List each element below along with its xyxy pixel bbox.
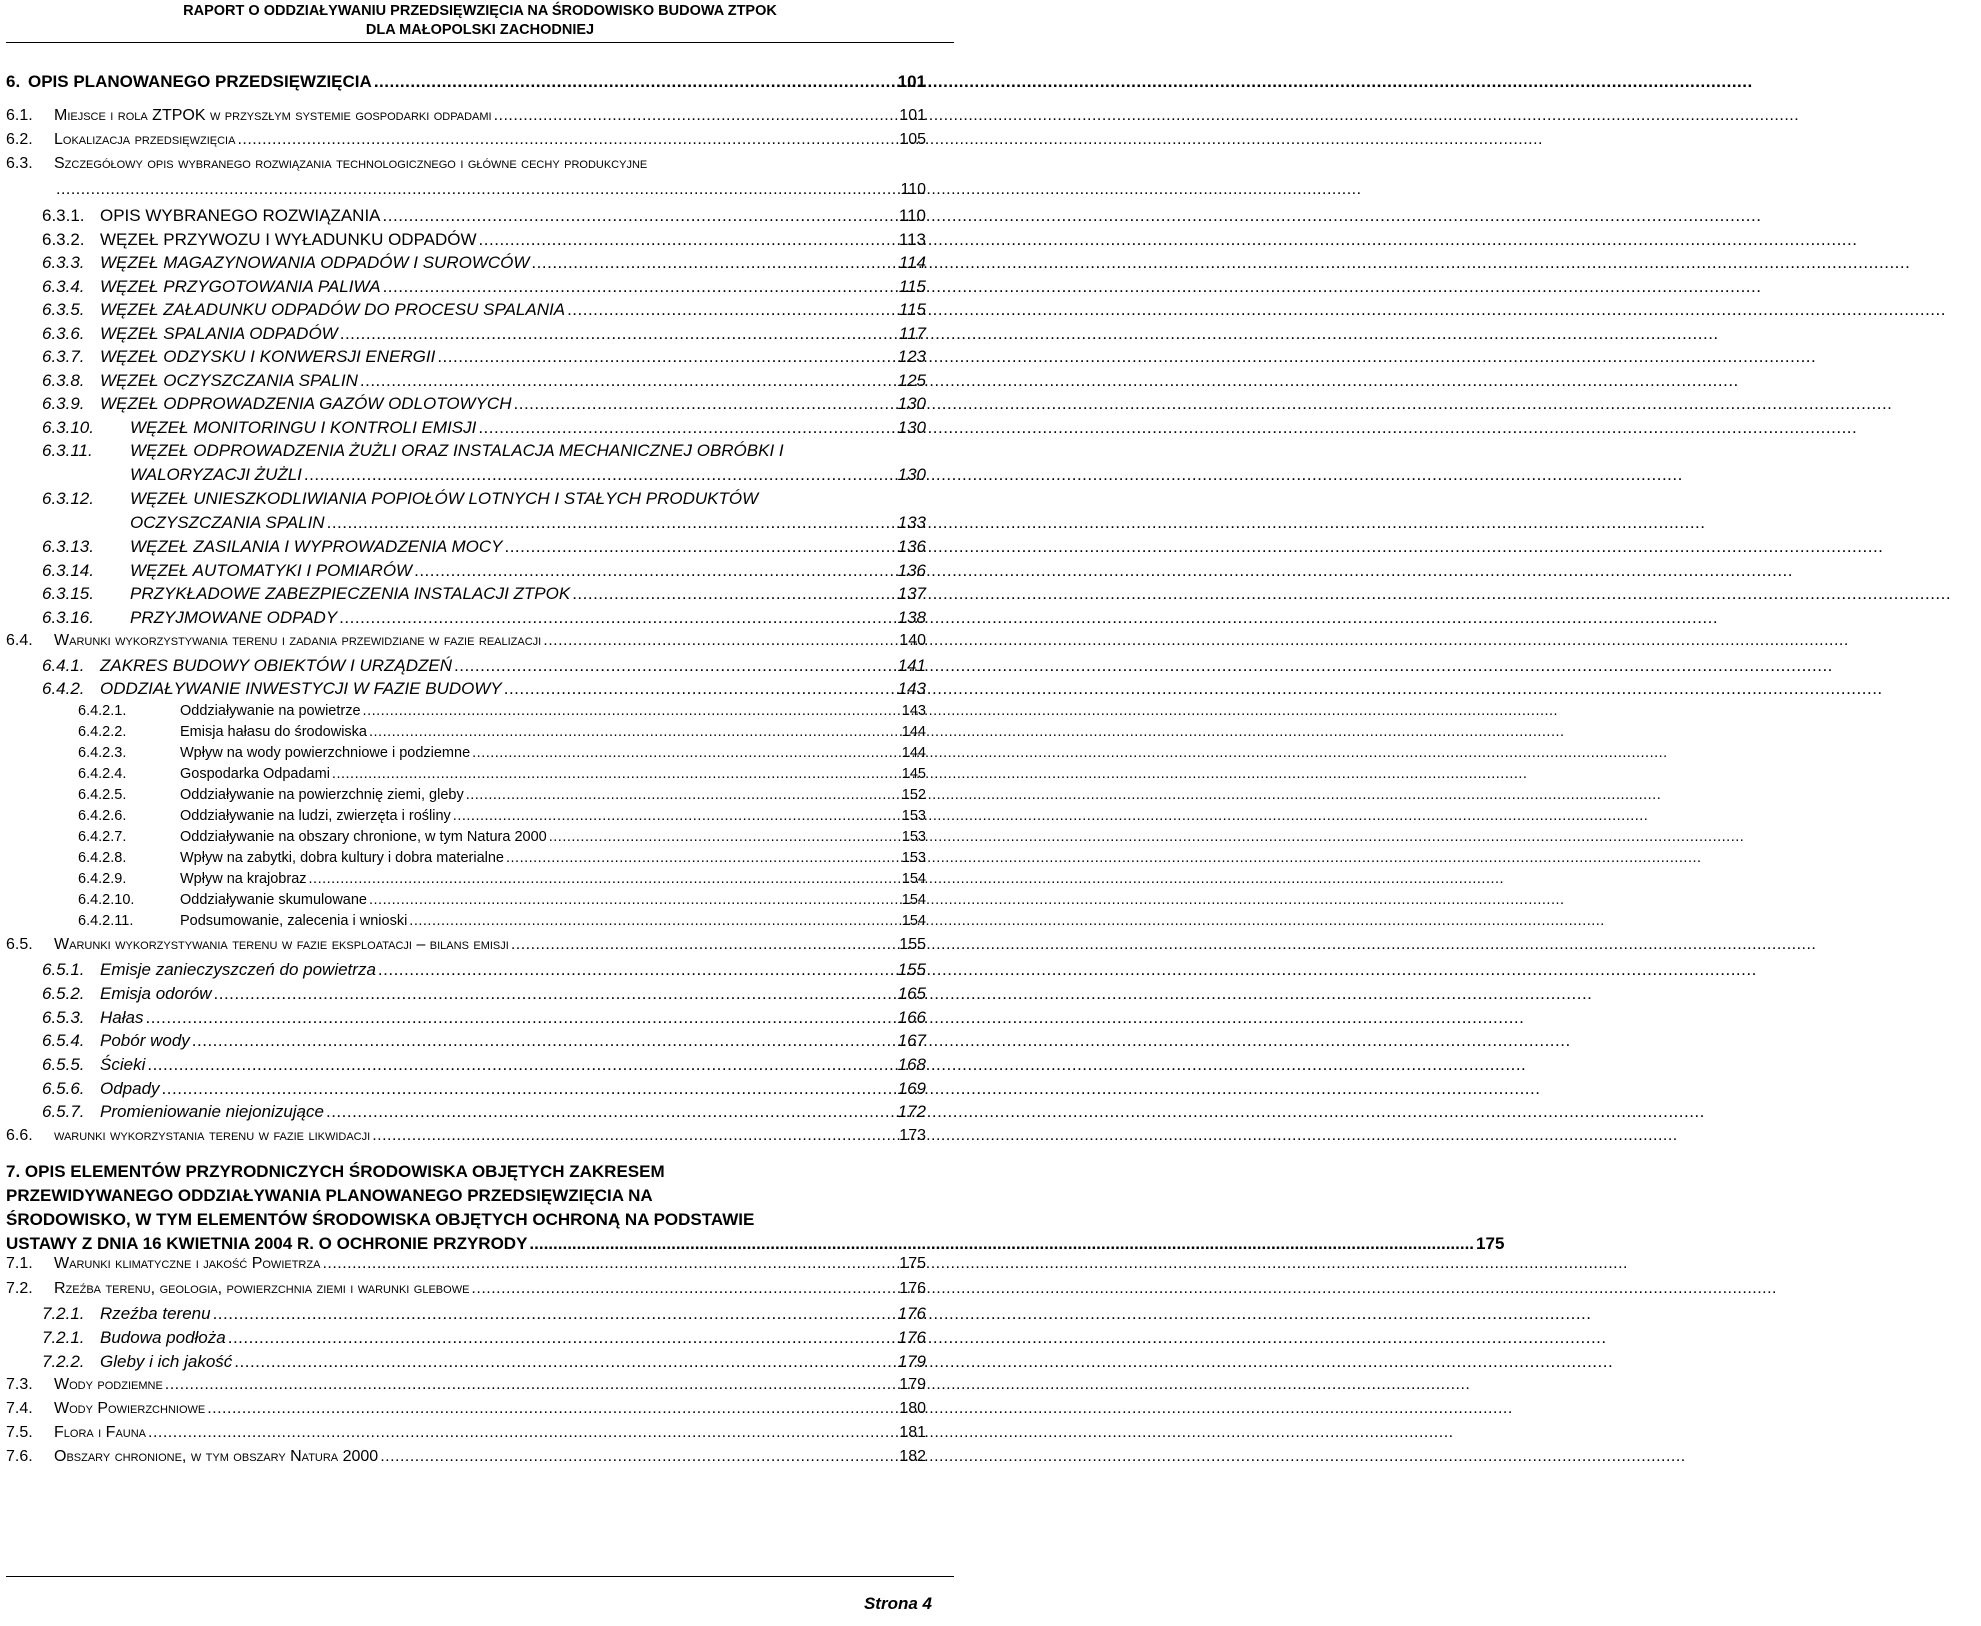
toc-entry-number: 7.2.2. bbox=[42, 1352, 85, 1371]
toc-entry-title: WĘZEŁ ZASILANIA I WYPROWADZENIA MOCY bbox=[130, 537, 503, 556]
toc-entry[interactable] bbox=[0, 1031, 960, 1055]
toc-entry[interactable] bbox=[0, 1304, 960, 1328]
toc-entry-page: 110 bbox=[898, 206, 926, 225]
header-line-1: RAPORT O ODDZIAŁYWANIU PRZEDSIĘWZIĘCIA NA ŚRODOWISKO BUDOWA ZTPOK bbox=[183, 3, 777, 19]
toc-entry-page: 136 bbox=[897, 537, 926, 556]
toc-entry[interactable] bbox=[0, 913, 960, 937]
toc-entry-title: Wpływ na wody powierzchniowe i podziemne bbox=[180, 745, 471, 761]
toc-entry[interactable] bbox=[0, 324, 960, 348]
toc-entry-page: 130 bbox=[897, 465, 926, 484]
toc-entry-title: WĘZEŁ UNIESZKODLIWIANIA POPIOŁÓW LOTNYCH I STAŁYCH PRODUKTÓW bbox=[130, 489, 759, 508]
toc-entry[interactable] bbox=[0, 1376, 960, 1400]
toc-entry-title: Pobór wody bbox=[100, 1031, 190, 1050]
toc-dot-leader bbox=[567, 300, 1946, 320]
toc-entry[interactable] bbox=[0, 1424, 960, 1448]
toc-dot-leader bbox=[514, 394, 1893, 414]
toc-entry-number: 6.4.2.9. bbox=[78, 871, 127, 887]
toc-entry[interactable] bbox=[0, 1448, 960, 1472]
toc-entry-title: PRZYKŁADOWE ZABEZPIECZENIA INSTALACJI ZTPOK bbox=[130, 584, 571, 603]
toc-dot-leader bbox=[414, 561, 1793, 581]
toc-entry-page: 176 bbox=[897, 1328, 926, 1347]
toc-entry-chapter-7[interactable] bbox=[6, 1160, 1505, 1256]
toc-dot-leader bbox=[339, 608, 1718, 628]
toc-dot-leader bbox=[56, 181, 1362, 199]
toc-entry-number: 6.1. bbox=[6, 107, 33, 124]
toc-entry-number: 6.5. bbox=[6, 936, 33, 953]
toc-entry-number: 6.3.11. bbox=[42, 441, 93, 460]
toc-dot-leader bbox=[363, 703, 1559, 719]
toc-entry-title: OCZYSZCZANIA SPALIN bbox=[130, 513, 325, 532]
toc-entry-number: 6.4.2.6. bbox=[78, 808, 127, 824]
toc-entry-title: Emisje zanieczyszczeń do powietrza bbox=[100, 960, 376, 979]
toc-entry-number: 6.3.2. bbox=[42, 230, 85, 249]
toc-dot-leader bbox=[504, 537, 1883, 557]
toc-entry-title: Wpływ na zabytki, dobra kultury i dobra materialne bbox=[180, 850, 504, 866]
toc-entry-page: 125 bbox=[897, 371, 926, 390]
toc-entry[interactable] bbox=[0, 107, 960, 131]
toc-entry-page: 117 bbox=[898, 324, 926, 343]
toc-entry[interactable] bbox=[0, 1328, 960, 1352]
toc-entry-number: 6.3.10. bbox=[42, 418, 94, 437]
toc-entry-page: 136 bbox=[897, 561, 926, 580]
toc-entry[interactable] bbox=[0, 679, 960, 703]
toc-entry-number: 6.4.1. bbox=[42, 656, 85, 675]
toc-entry-title: Gleby i ich jakość bbox=[100, 1352, 233, 1371]
toc-entry[interactable] bbox=[0, 984, 960, 1008]
toc-entry-page: 166 bbox=[897, 1008, 926, 1027]
toc-entry-title: WĘZEŁ ODPROWADZENIA ŻUŻLI ORAZ INSTALACJA MECHANICZNEJ OBRÓBKI I bbox=[130, 441, 784, 460]
toc-entry-title: WĘZEŁ PRZYGOTOWANIA PALIWA bbox=[100, 277, 381, 296]
toc-entry-page: 152 bbox=[901, 787, 926, 803]
toc-entry[interactable] bbox=[0, 277, 960, 301]
toc-entry[interactable] bbox=[0, 1352, 960, 1376]
toc-dot-leader bbox=[383, 277, 1762, 297]
toc-dot-leader bbox=[340, 324, 1719, 344]
toc-dot-leader bbox=[374, 72, 1753, 92]
toc-entry-page: 169 bbox=[897, 1079, 926, 1098]
toc-dot-leader bbox=[192, 1031, 1571, 1051]
toc-dot-leader bbox=[511, 936, 1817, 954]
toc-entry-number: 6.6. bbox=[6, 1127, 33, 1144]
header-divider bbox=[6, 42, 954, 43]
toc-entry-title: WĘZEŁ ODPROWADZENIA GAZÓW ODLOTOWYCH bbox=[100, 394, 512, 413]
toc-dot-leader bbox=[332, 766, 1528, 782]
toc-entry-number: 6.3.16. bbox=[42, 608, 94, 627]
toc-entry-page: 141 bbox=[897, 656, 926, 675]
toc-entry-page: 168 bbox=[897, 1055, 926, 1074]
toc-entry-number: 6.3.3. bbox=[42, 253, 85, 272]
toc-entry-title: Hałas bbox=[100, 1008, 144, 1027]
toc-entry-page: 154 bbox=[901, 871, 926, 887]
toc-dot-leader bbox=[543, 632, 1849, 650]
toc-entry-page: 173 bbox=[899, 1127, 926, 1144]
toc-entry[interactable] bbox=[0, 656, 960, 680]
toc-entry-page: 101 bbox=[899, 107, 926, 124]
toc-entry-title: OPIS WYBRANEGO ROZWIĄZANIA bbox=[100, 206, 381, 225]
toc-dot-leader bbox=[369, 724, 1565, 740]
toc-dot-leader bbox=[360, 371, 1739, 391]
toc-entry-number: 7. bbox=[6, 1162, 25, 1181]
toc-entry-title: PRZYJMOWANE ODPADY bbox=[130, 608, 338, 627]
toc-entry[interactable] bbox=[0, 936, 960, 960]
toc-dot-leader bbox=[380, 1448, 1686, 1466]
toc-entry-title: Emisja hałasu do środowiska bbox=[180, 724, 367, 740]
toc-entry-title: Odpady bbox=[100, 1079, 160, 1098]
toc-entry-number: 6.5.7. bbox=[42, 1102, 85, 1121]
toc-entry-title: WĘZEŁ PRZYWOZU I WYŁADUNKU ODPADÓW bbox=[100, 230, 477, 249]
toc-entry[interactable] bbox=[0, 131, 960, 155]
toc-dot-leader bbox=[409, 913, 1605, 929]
toc-entry-page: 153 bbox=[901, 829, 926, 845]
footer-divider bbox=[6, 1576, 954, 1577]
toc-entry-text-line: USTAWY Z DNIA 16 KWIETNIA 2004 R. O OCHRONIE PRZYRODY bbox=[6, 1234, 528, 1253]
toc-dot-leader bbox=[531, 253, 1910, 273]
toc-entry-title: Wody Powierzchniowe bbox=[54, 1400, 206, 1417]
toc-entry-number: 6. bbox=[6, 72, 21, 91]
toc-dot-leader bbox=[378, 960, 1757, 980]
toc-entry-page: 176 bbox=[899, 1280, 926, 1297]
toc-dot-leader bbox=[454, 656, 1833, 676]
toc-dot-leader bbox=[453, 808, 1649, 824]
toc-dot-leader bbox=[479, 230, 1858, 250]
toc-entry-title: WĘZEŁ MAGAZYNOWANIA ODPADÓW I SUROWCÓW bbox=[100, 253, 530, 272]
toc-entry-number: 6.5.4. bbox=[42, 1031, 85, 1050]
toc-entry-title: Oddziaływanie na ludzi, zwierzęta i rośliny bbox=[180, 808, 451, 824]
toc-entry-page: 180 bbox=[899, 1400, 926, 1417]
toc-entry-page: 165 bbox=[897, 984, 926, 1003]
toc-entry[interactable] bbox=[0, 1255, 960, 1279]
toc-entry-number: 6.4.2.3. bbox=[78, 745, 127, 761]
toc-entry[interactable] bbox=[0, 418, 960, 442]
toc-entry[interactable] bbox=[0, 253, 960, 277]
toc-dot-leader bbox=[148, 1424, 1454, 1442]
toc-entry-number: 6.4.2.11. bbox=[78, 913, 134, 929]
toc-dot-leader bbox=[327, 513, 1706, 533]
toc-dot-leader bbox=[466, 787, 1662, 803]
toc-entry-number: 6.4.2.5. bbox=[78, 787, 127, 803]
toc-entry-page: 113 bbox=[898, 230, 926, 249]
toc-entry-title: WALORYZACJI ŻUŻLI bbox=[130, 465, 302, 484]
toc-entry-title: WĘZEŁ SPALANIA ODPADÓW bbox=[100, 324, 338, 343]
toc-entry-title: Oddziaływanie skumulowane bbox=[180, 892, 367, 908]
toc-entry-number: 6.5.3. bbox=[42, 1008, 85, 1027]
toc-entry-number: 7.2.1. bbox=[42, 1328, 85, 1347]
toc-entry-page: 154 bbox=[901, 892, 926, 908]
toc-entry[interactable] bbox=[0, 347, 960, 371]
toc-entry-page: 101 bbox=[897, 72, 926, 91]
toc-entry-page: 145 bbox=[901, 766, 926, 782]
toc-dot-leader bbox=[572, 584, 1951, 604]
toc-entry[interactable] bbox=[0, 1127, 960, 1151]
toc-entry-number: 6.4.2.1. bbox=[78, 703, 127, 719]
toc-entry[interactable] bbox=[0, 1400, 960, 1424]
page-number: Strona 4 bbox=[863, 1594, 932, 1613]
toc-entry-title: Oddziaływanie na powietrze bbox=[180, 703, 361, 719]
toc-entry[interactable] bbox=[0, 1280, 960, 1304]
toc-entry-page: 115 bbox=[898, 300, 926, 319]
toc-entry-page: 155 bbox=[899, 936, 926, 953]
toc-entry-page: 114 bbox=[898, 253, 926, 272]
toc-entry-title: Podsumowanie, zalecenia i wnioski bbox=[180, 913, 408, 929]
toc-entry[interactable] bbox=[0, 960, 960, 984]
toc-entry-title: Oddziaływanie na powierzchnię ziemi, gleby bbox=[180, 787, 464, 803]
toc-entry-text-line: PRZEWIDYWANEGO ODDZIAŁYWANIA PLANOWANEGO PRZEDSIĘWZIĘCIA NA bbox=[6, 1186, 653, 1205]
toc-entry-title: OPIS PLANOWANEGO PRZEDSIĘWZIĘCIA bbox=[28, 72, 372, 91]
toc-entry-number: 6.3.4. bbox=[42, 277, 85, 296]
toc-entry[interactable] bbox=[0, 441, 960, 484]
toc-entry[interactable] bbox=[0, 206, 960, 230]
toc-dot-leader bbox=[437, 347, 1816, 367]
toc-entry-number: 6.3.15. bbox=[42, 584, 94, 603]
toc-dot-leader bbox=[147, 1055, 1526, 1075]
toc-entry-title: Wody podziemne bbox=[54, 1376, 163, 1393]
toc-dot-leader bbox=[145, 1008, 1524, 1028]
toc-entry-number: 7.2. bbox=[6, 1280, 33, 1297]
toc-entry-number: 6.5.2. bbox=[42, 984, 85, 1003]
toc-entry[interactable] bbox=[0, 608, 960, 632]
toc-entry-title: WĘZEŁ OCZYSZCZANIA SPALIN bbox=[100, 371, 358, 390]
toc-entry[interactable] bbox=[0, 584, 960, 608]
toc-entry[interactable] bbox=[0, 155, 960, 198]
toc-entry-number: 6.3.12. bbox=[42, 489, 94, 508]
toc-entry-title: WĘZEŁ ODZYSKU I KONWERSJI ENERGII bbox=[100, 347, 436, 366]
toc-entry[interactable] bbox=[0, 1102, 960, 1126]
toc-dot-leader bbox=[304, 465, 1683, 485]
toc-entry-number: 7.3. bbox=[6, 1376, 33, 1393]
header-line-2: DLA MAŁOPOLSKI ZACHODNIEJ bbox=[365, 22, 595, 38]
toc-entry-page: 133 bbox=[897, 513, 926, 532]
toc-dot-leader bbox=[383, 206, 1762, 226]
toc-entry-page: 175 bbox=[899, 1255, 926, 1272]
toc-entry-page: 181 bbox=[899, 1424, 926, 1441]
toc-entry-page: 144 bbox=[901, 724, 926, 740]
toc-entry-page: 130 bbox=[897, 418, 926, 437]
toc-entry-title: WĘZEŁ ZAŁADUNKU ODPADÓW DO PROCESU SPALANIA bbox=[100, 300, 566, 319]
toc-entry-number: 7.1. bbox=[6, 1255, 33, 1272]
toc-entry[interactable] bbox=[0, 72, 960, 96]
toc-entry-page: 130 bbox=[897, 394, 926, 413]
toc-entry-title: Budowa podłoża bbox=[100, 1328, 226, 1347]
toc-entry-title: Lokalizacja przedsięwzięcia bbox=[54, 131, 236, 148]
toc-entry-number: 6.3. bbox=[6, 155, 33, 172]
toc-dot-leader bbox=[478, 418, 1857, 438]
toc-dot-leader bbox=[472, 745, 1668, 761]
toc-entry-title: ZAKRES BUDOWY OBIEKTÓW I URZĄDZEŃ bbox=[100, 656, 452, 675]
toc-entry-page: 179 bbox=[897, 1352, 926, 1371]
toc-entry-number: 6.3.8. bbox=[42, 371, 85, 390]
toc-entry-number: 6.4.2.7. bbox=[78, 829, 127, 845]
toc-entry-page: 182 bbox=[899, 1448, 926, 1465]
toc-entry-page: 154 bbox=[901, 913, 926, 929]
toc-entry-number: 6.4.2.4. bbox=[78, 766, 127, 782]
toc-entry-page: 167 bbox=[897, 1031, 926, 1050]
toc-dot-leader bbox=[165, 1376, 1471, 1394]
toc-dot-leader bbox=[471, 1280, 1777, 1298]
toc-entry-number: 6.4.2.2. bbox=[78, 724, 127, 740]
toc-entry-title: WĘZEŁ AUTOMATYKI I POMIARÓW bbox=[130, 561, 413, 580]
toc-entry-number: 7.2.1. bbox=[42, 1304, 85, 1323]
toc-entry-title: Gospodarka Odpadami bbox=[180, 766, 330, 782]
toc-entry-page: 153 bbox=[901, 850, 926, 866]
toc-entry-title: Szczegółowy opis wybranego rozwiązania technologicznego i główne cechy produkcyjne bbox=[54, 155, 648, 172]
toc-entry-number: 6.3.1. bbox=[42, 206, 85, 225]
toc-entry-title: Oddziaływanie na obszary chronione, w tym Natura 2000 bbox=[180, 829, 547, 845]
toc-dot-leader bbox=[504, 679, 1883, 699]
toc-entry-title: Warunki klimatyczne i jakość Powietrza bbox=[54, 1255, 321, 1272]
toc-entry-page: 176 bbox=[897, 1304, 926, 1323]
toc-dot-leader bbox=[207, 1400, 1513, 1418]
toc-entry-title: WĘZEŁ MONITORINGU I KONTROLI EMISJI bbox=[130, 418, 477, 437]
toc-entry-number: 6.4.2.10. bbox=[78, 892, 135, 908]
toc-entry-title: Promieniowanie niejonizujące bbox=[100, 1102, 324, 1121]
toc-entry-page: 155 bbox=[897, 960, 926, 979]
toc-entry-title: Warunki wykorzystywania terenu i zadania przewidziane w fazie realizacji bbox=[54, 632, 542, 649]
toc-dot-leader bbox=[237, 131, 1543, 149]
toc-entry-page: 175 bbox=[1476, 1234, 1505, 1253]
toc-entry-page: 123 bbox=[897, 347, 926, 366]
toc-entry-page: 143 bbox=[897, 679, 926, 698]
toc-entry[interactable] bbox=[0, 489, 960, 532]
toc-entry-number: 6.5.6. bbox=[42, 1079, 85, 1098]
toc-entry[interactable] bbox=[0, 1008, 960, 1032]
toc-entry-number: 6.4. bbox=[6, 632, 33, 649]
toc-entry[interactable] bbox=[0, 300, 960, 324]
toc-entry-title: Rzeźba terenu, geologia, powierzchnia ziemi i warunki glebowe bbox=[54, 1280, 470, 1297]
toc-dot-leader bbox=[162, 1079, 1541, 1099]
toc-entry-title: ODDZIAŁYWANIE INWESTYCJI W FAZIE BUDOWY bbox=[100, 679, 502, 698]
toc-entry[interactable] bbox=[0, 537, 960, 561]
toc-entry-text-line: ŚRODOWISKO, W TYM ELEMENTÓW ŚRODOWISKA OBJĘTYCH OCHRONĄ NA PODSTAWIE bbox=[6, 1210, 755, 1229]
toc-entry-page: 172 bbox=[897, 1102, 926, 1121]
toc-entry-page: 153 bbox=[901, 808, 926, 824]
toc-entry-page: 138 bbox=[897, 608, 926, 627]
toc-dot-leader bbox=[549, 829, 1745, 845]
toc-entry-page: 110 bbox=[900, 181, 926, 198]
toc-entry-number: 6.2. bbox=[6, 131, 33, 148]
toc-entry-number: 6.3.7. bbox=[42, 347, 85, 366]
toc-entry-number: 6.3.13. bbox=[42, 537, 94, 556]
toc-entry-number: 7.6. bbox=[6, 1448, 33, 1465]
toc-entry-title: Rzeźba terenu bbox=[100, 1304, 211, 1323]
toc-entry-title: Emisja odorów bbox=[100, 984, 212, 1003]
toc-entry-number: 6.5.1. bbox=[42, 960, 85, 979]
toc-entry[interactable] bbox=[0, 561, 960, 585]
toc-entry[interactable] bbox=[0, 1055, 960, 1079]
toc-entry-title: Ścieki bbox=[100, 1055, 146, 1074]
toc-dot-leader bbox=[369, 892, 1565, 908]
toc-entry[interactable] bbox=[0, 371, 960, 395]
toc-entry-number: 7.5. bbox=[6, 1424, 33, 1441]
toc-entry-number: 6.3.14. bbox=[42, 561, 94, 580]
toc-entry-title: Flora i Fauna bbox=[54, 1424, 147, 1441]
toc-entry-text-line: 7. OPIS ELEMENTÓW PRZYRODNICZYCH ŚRODOWISKA OBJĘTYCH ZAKRESEM bbox=[6, 1162, 665, 1181]
toc-entry-title: Obszary chronione, w tym obszary Natura 2000 bbox=[54, 1448, 379, 1465]
toc-dot-leader bbox=[494, 107, 1800, 125]
toc-entry-number: 6.3.6. bbox=[42, 324, 85, 343]
toc-dot-leader: ........................................................................................................................................................................................................ bbox=[529, 1234, 1475, 1253]
toc-entry[interactable] bbox=[0, 632, 960, 656]
toc-entry-number: 7.4. bbox=[6, 1400, 33, 1417]
toc-entry-page: 105 bbox=[899, 131, 926, 148]
toc-entry-page: 115 bbox=[898, 277, 926, 296]
toc-dot-leader bbox=[506, 850, 1702, 866]
toc-entry-number: 6.3.5. bbox=[42, 300, 85, 319]
toc-entry-title: Wpływ na krajobraz bbox=[180, 871, 307, 887]
toc-dot-leader bbox=[372, 1127, 1678, 1145]
toc-entry-number: 6.4.2.8. bbox=[78, 850, 127, 866]
toc-entry-title: Warunki wykorzystywania terenu w fazie eksploatacji – bilans emisji bbox=[54, 936, 509, 953]
toc-entry-page: 144 bbox=[901, 745, 926, 761]
toc-dot-leader bbox=[322, 1255, 1628, 1273]
toc-entry-number: 6.3.9. bbox=[42, 394, 85, 413]
toc-entry-number: 6.5.5. bbox=[42, 1055, 85, 1074]
toc-entry-title: Miejsce i rola ZTPOK w przyszłym systemie gospodarki odpadami bbox=[54, 107, 492, 124]
toc-entry-number: 6.4.2. bbox=[42, 679, 85, 698]
toc-entry-page: 140 bbox=[899, 632, 926, 649]
toc-entry-page: 179 bbox=[899, 1376, 926, 1393]
toc-entry[interactable] bbox=[0, 230, 960, 254]
toc-entry-page: 137 bbox=[897, 584, 926, 603]
toc-dot-leader bbox=[326, 1102, 1705, 1122]
toc-entry-title: warunki wykorzystania terenu w fazie likwidacji bbox=[54, 1127, 371, 1144]
toc-entry[interactable] bbox=[0, 1079, 960, 1103]
toc-entry-page: 143 bbox=[901, 703, 926, 719]
toc-entry[interactable] bbox=[0, 394, 960, 418]
